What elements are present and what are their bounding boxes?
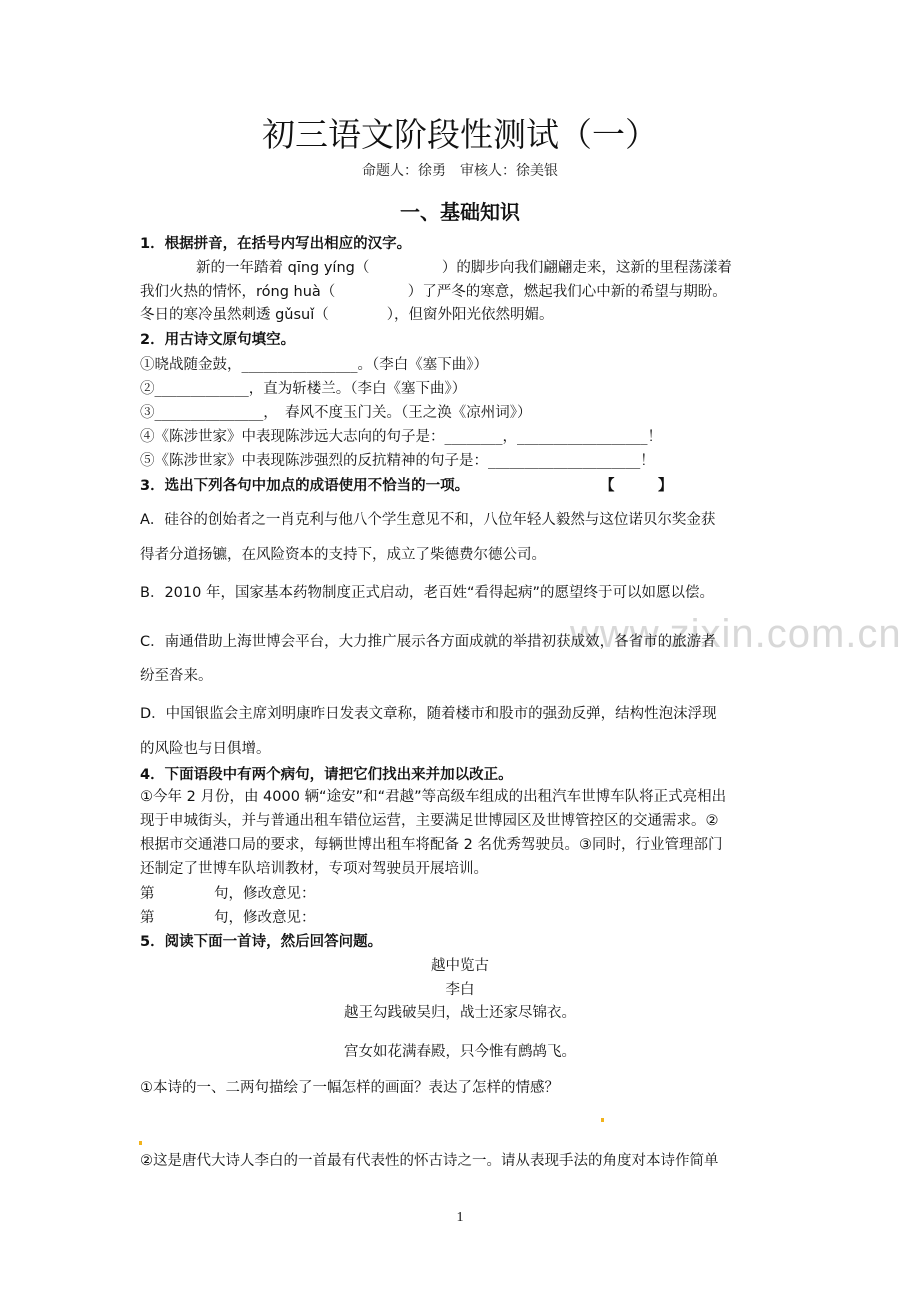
poem-author: 李白 [445,982,475,998]
question-2-item: ③_______________， 春风不度玉门关。（王之涣《凉州词》） [140,405,532,421]
revision-label: 句，修改意见： [214,886,316,902]
revision-label: 第 [140,910,155,926]
option-b: B．2010 年，国家基本药物制度正式启动，老百姓“看得起病”的愿望终于可以如愿以偿。 [140,585,714,601]
author-line: 命题人：徐勇 审核人：徐美银 [362,163,558,179]
question-4-paragraph: ①今年 2 月份，由 4000 辆“途安”和“君越”等高级车组成的出租汽车世博车队将正式亮相出 [140,789,727,805]
question-4-paragraph: 还制定了世博车队培训教材，专项对驾驶员开展培训。 [140,861,488,877]
question-1-line: 冬日的寒冷虽然刺透 gǔsuǐ（ ），但窗外阳光依然明媚。 [140,307,554,323]
answer-bracket: 【 】 [600,478,673,494]
option-a: 得者分道扬镳，在风险资本的支持下，成立了柴德费尔德公司。 [140,547,546,563]
option-d: 的风险也与日俱增。 [140,741,271,757]
question-2-item: ①晓战随金鼓，________________。（李白《塞下曲》） [140,357,488,373]
option-d: D．中国银监会主席刘明康昨日发表文章称，随着楼市和股市的强劲反弹，结构性泡沫浮现 [140,706,717,722]
question-2-heading: 2．用古诗文原句填空。 [140,332,296,348]
section-heading: 一、基础知识 [400,200,520,224]
poem-line: 宫女如花满春殿，只今惟有鹧鸪飞。 [344,1044,576,1060]
poem-line: 越王勾践破吴归，战士还家尽锦衣。 [344,1005,576,1021]
watermark: www.zixin.com.cn [570,612,902,656]
question-2-item: ⑤《陈涉世家》中表现陈涉强烈的反抗精神的句子是：_____________________！ [140,453,655,469]
marker-dot [139,1141,142,1145]
option-a: A．硅谷的创始者之一肖克利与他八个学生意见不和，八位年轻人毅然与这位诺贝尔奖金获 [140,512,716,528]
option-c: C．南通借助上海世博会平台，大力推广展示各方面成就的举措初获成效，各省市的旅游者 [140,634,716,650]
question-1-heading: 1．根据拼音，在括号内写出相应的汉字。 [140,236,412,252]
question-3-heading: 3．选出下列各句中加点的成语使用不恰当的一项。 [140,478,470,494]
question-5-subquestion: ①本诗的一、二两句描绘了一幅怎样的画面？表达了怎样的情感？ [140,1080,559,1096]
question-1-line: 新的一年踏着 qīng yíng（ ）的脚步向我们翩翩走来，这新的里程荡漾着 [196,260,732,276]
question-1-line: 我们火热的情怀，róng huà（ ）了严冬的寒意，燃起我们心中新的希望与期盼。 [140,284,727,300]
revision-label: 句，修改意见： [214,910,316,926]
question-5-subquestion: ②这是唐代大诗人李白的一首最有代表性的怀古诗之一。请从表现手法的角度对本诗作简单 [140,1153,719,1169]
revision-label: 第 [140,886,155,902]
question-4-paragraph: 根据市交通港口局的要求，每辆世博出租车将配备 2 名优秀驾驶员。③同时，行业管理部门 [140,837,723,853]
marker-dot [601,1118,604,1122]
poem-title: 越中览古 [431,958,489,974]
question-5-heading: 5．阅读下面一首诗，然后回答问题。 [140,934,383,950]
question-4-heading: 4．下面语段中有两个病句，请把它们找出来并加以改正。 [140,767,513,783]
page-number: 1 [456,1210,464,1225]
page-title: 初三语文阶段性测试（一） [262,115,658,154]
question-2-item: ④《陈涉世家》中表现陈涉远大志向的句子是：________，__________________！ [140,429,662,445]
option-c: 纷至沓来。 [140,668,213,684]
question-2-item: ②_____________，直为斩楼兰。（李白《塞下曲》） [140,381,467,397]
question-4-paragraph: 现于申城街头，并与普通出租车错位运营，主要满足世博园区及世博管控区的交通需求。② [140,813,719,829]
